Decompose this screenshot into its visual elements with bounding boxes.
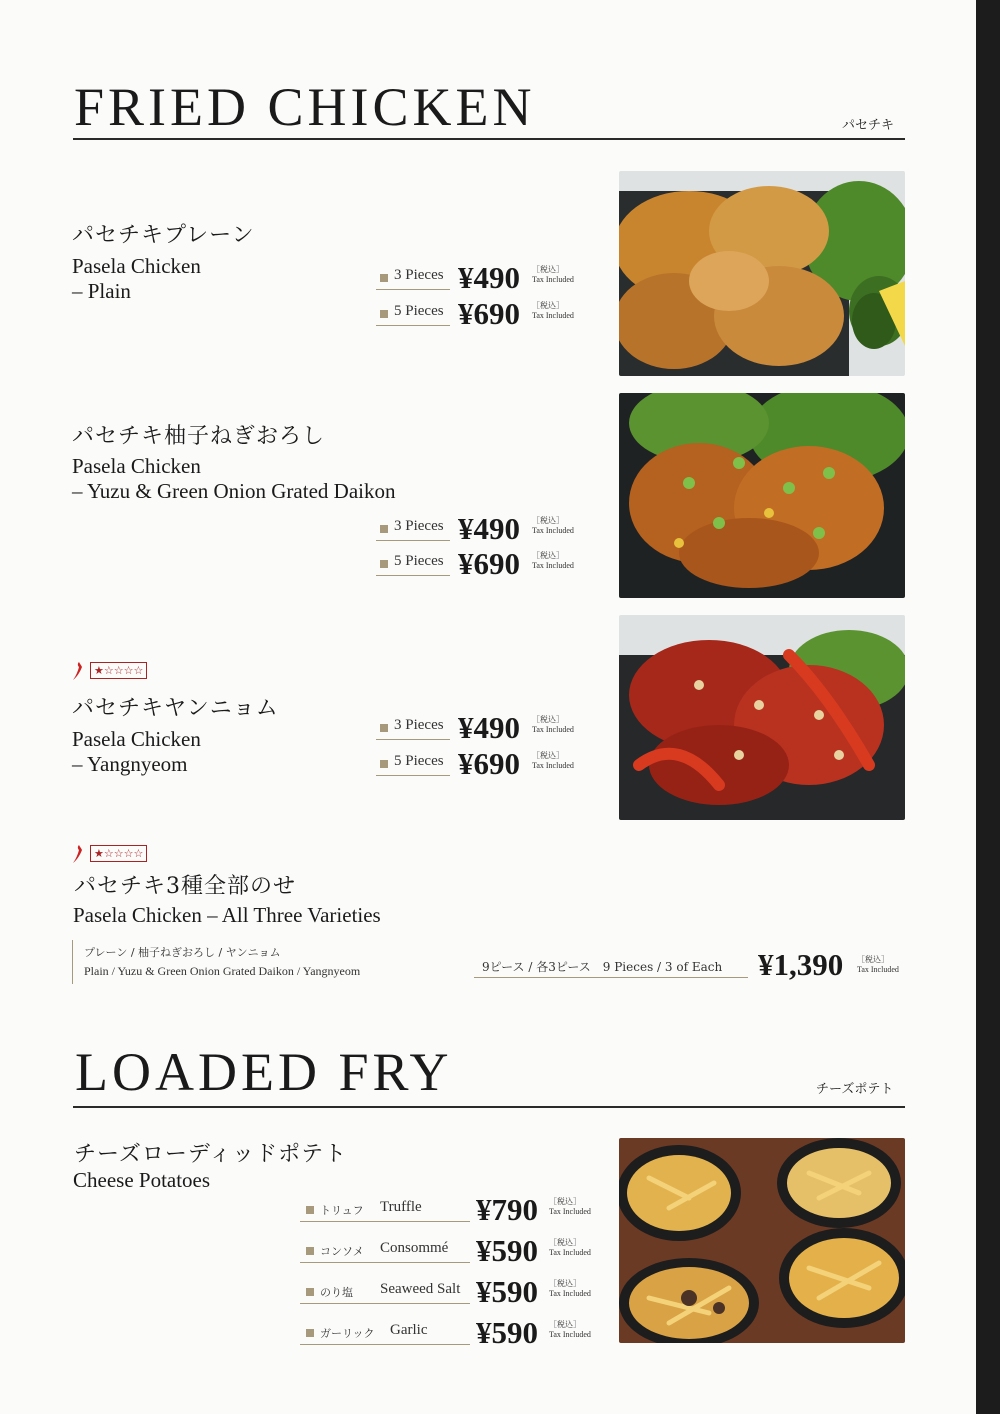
price-label: 3 Pieces: [394, 518, 444, 534]
photo-chicken-yuzu: [619, 393, 905, 598]
price-underline: [376, 575, 450, 576]
price-value: ¥690: [458, 546, 520, 581]
tax-note: ［税込］ Tax Included: [532, 715, 574, 734]
price-underline: [300, 1344, 470, 1345]
option-label-jp: ガーリック: [320, 1327, 375, 1340]
item-name-jp: パセチキ柚子ねぎおろし: [72, 424, 326, 449]
price-row: [300, 1233, 610, 1268]
bullet-square: [306, 1247, 314, 1255]
price-row: [376, 511, 586, 546]
price-label: 5 Pieces: [394, 753, 444, 769]
item-name-jp: チーズローディッドポテト: [74, 1142, 348, 1167]
price-row: [300, 1274, 610, 1309]
bullet-square: [380, 560, 388, 568]
price-value: ¥490: [458, 511, 520, 546]
option-label-en: Truffle: [380, 1199, 422, 1215]
bullet-square: [306, 1329, 314, 1337]
price-value: ¥690: [458, 296, 520, 331]
page-edge-bar: [976, 0, 1000, 1414]
bullet-square: [380, 274, 388, 282]
price-underline: [474, 977, 748, 978]
section-divider: [73, 1106, 905, 1108]
price-row: [376, 746, 586, 781]
option-label-en: Consommé: [380, 1240, 449, 1256]
price-underline: [376, 289, 450, 290]
price-value: ¥590: [476, 1315, 538, 1350]
spice-rating-badge: ★☆☆☆☆: [90, 662, 147, 679]
price-value: ¥490: [458, 260, 520, 295]
price-value: ¥490: [458, 710, 520, 745]
price-row: [376, 710, 586, 745]
price-row: [376, 260, 586, 295]
spice-rating-badge: ★☆☆☆☆: [90, 845, 147, 862]
tax-note: ［税込］ Tax Included: [857, 955, 899, 974]
option-label-jp: コンソメ: [320, 1245, 364, 1258]
price-label: 3 Pieces: [394, 267, 444, 283]
tax-note: ［税込］ Tax Included: [532, 265, 574, 284]
tax-note: ［税込］ Tax Included: [549, 1238, 591, 1257]
option-label-jp: のり塩: [320, 1286, 353, 1299]
price-underline: [300, 1262, 470, 1263]
item-name-en: Pasela Chicken – All Three Varieties: [73, 903, 381, 927]
option-label-en: Seaweed Salt: [380, 1281, 461, 1297]
tax-note: ［税込］ Tax Included: [549, 1279, 591, 1298]
price-row: [376, 296, 586, 331]
option-label-jp: トリュフ: [320, 1204, 364, 1217]
price-underline: [376, 325, 450, 326]
item-name-jp: パセチキ3種全部のせ: [74, 874, 296, 899]
item-name-en: Pasela Chicken – Yangnyeom: [72, 727, 201, 776]
chili-pepper-icon: [70, 843, 86, 865]
section-title-fried-chicken: FRIED CHICKEN: [74, 77, 536, 137]
tax-note: ［税込］ Tax Included: [532, 751, 574, 770]
price-underline: [376, 739, 450, 740]
price-value: ¥1,390: [758, 947, 844, 982]
bullet-square: [380, 724, 388, 732]
item-name-jp: パセチキヤンニョム: [72, 696, 279, 721]
item-name-jp: パセチキプレーン: [72, 223, 255, 248]
tax-note: ［税込］ Tax Included: [532, 551, 574, 570]
bullet-square: [306, 1206, 314, 1214]
combo-description-jp: プレーン / 柚子ねぎおろし / ヤンニョム: [84, 946, 281, 959]
price-underline: [300, 1303, 470, 1304]
tax-note: ［税込］ Tax Included: [532, 516, 574, 535]
price-label: 5 Pieces: [394, 553, 444, 569]
price-value: ¥690: [458, 746, 520, 781]
price-underline: [300, 1221, 470, 1222]
bullet-square: [380, 310, 388, 318]
item-name-en: Cheese Potatoes: [73, 1168, 211, 1192]
option-label-en: Garlic: [390, 1322, 428, 1338]
section-subtitle-loaded-fry: チーズポテト: [816, 1082, 894, 1097]
price-row: [300, 1192, 610, 1227]
price-value: ¥590: [476, 1233, 538, 1268]
tax-note: ［税込］ Tax Included: [532, 301, 574, 320]
price-label: 3 Pieces: [394, 717, 444, 733]
combo-portion-label: 9ピース / 各3ピース 9 Pieces / 3 of Each: [482, 960, 723, 974]
item-name-en: Pasela Chicken – Plain: [72, 254, 201, 303]
photo-chicken-yangnyeom: [619, 615, 905, 820]
price-row: [376, 546, 586, 581]
price-value: ¥790: [476, 1192, 538, 1227]
tax-note: ［税込］ Tax Included: [549, 1197, 591, 1216]
bullet-square: [380, 525, 388, 533]
section-divider: [73, 138, 905, 140]
desc-bar: [72, 940, 73, 984]
chili-pepper-icon: [70, 660, 86, 682]
combo-description-en: Plain / Yuzu & Green Onion Grated Daikon / Yangnyeom: [84, 964, 361, 978]
section-subtitle-fried-chicken: パセチキ: [842, 118, 895, 133]
item-name-en: Pasela Chicken – Yuzu & Green Onion Grated Daikon: [72, 454, 396, 503]
price-label: 5 Pieces: [394, 303, 444, 319]
bullet-square: [380, 760, 388, 768]
section-title-loaded-fry: LOADED FRY: [75, 1042, 453, 1102]
price-underline: [376, 540, 450, 541]
photo-cheese-potatoes: [619, 1138, 905, 1343]
price-underline: [376, 775, 450, 776]
price-value: ¥590: [476, 1274, 538, 1309]
photo-chicken-plain: [619, 171, 905, 376]
bullet-square: [306, 1288, 314, 1296]
price-row: [300, 1315, 610, 1350]
tax-note: ［税込］ Tax Included: [549, 1320, 591, 1339]
